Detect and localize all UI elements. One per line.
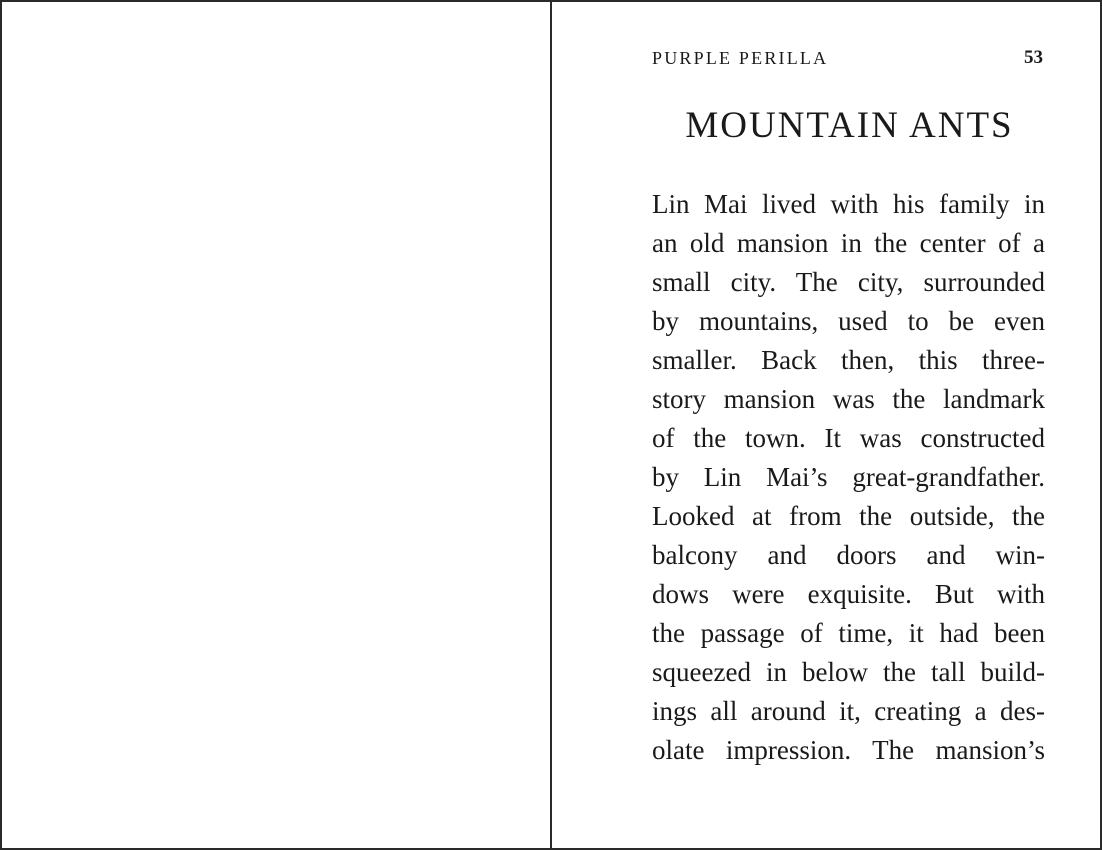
chapter-title: MOUNTAIN ANTS (685, 105, 1014, 146)
text-line: story mansion was the landmark (652, 384, 1045, 414)
text-line: by mountains, used to be even (652, 306, 1045, 336)
running-head: PURPLE PERILLA (652, 48, 829, 68)
text-line: squeezed in below the tall build- (652, 657, 1045, 687)
page-number: 53 (1024, 47, 1043, 68)
text-line: by Lin Mai’s great-grandfather. (652, 462, 1045, 492)
right-page (550, 0, 1102, 850)
text-line: small city. The city, surrounded (652, 267, 1045, 297)
text-line: olate impression. The mansion’s (652, 735, 1045, 765)
text-line: the passage of time, it had been (652, 618, 1045, 648)
text-line: Lin Mai lived with his family in (652, 189, 1045, 219)
text-line: of the town. It was constructed (652, 423, 1045, 453)
text-line: an old mansion in the center of a (652, 228, 1045, 258)
text-line: dows were exquisite. But with (652, 579, 1045, 609)
text-line: Looked at from the outside, the (652, 501, 1045, 531)
text-line: ings all around it, creating a des- (652, 696, 1045, 726)
text-line: balcony and doors and win- (652, 540, 1045, 570)
text-line: smaller. Back then, this three- (652, 345, 1045, 375)
body-text (652, 185, 1045, 770)
